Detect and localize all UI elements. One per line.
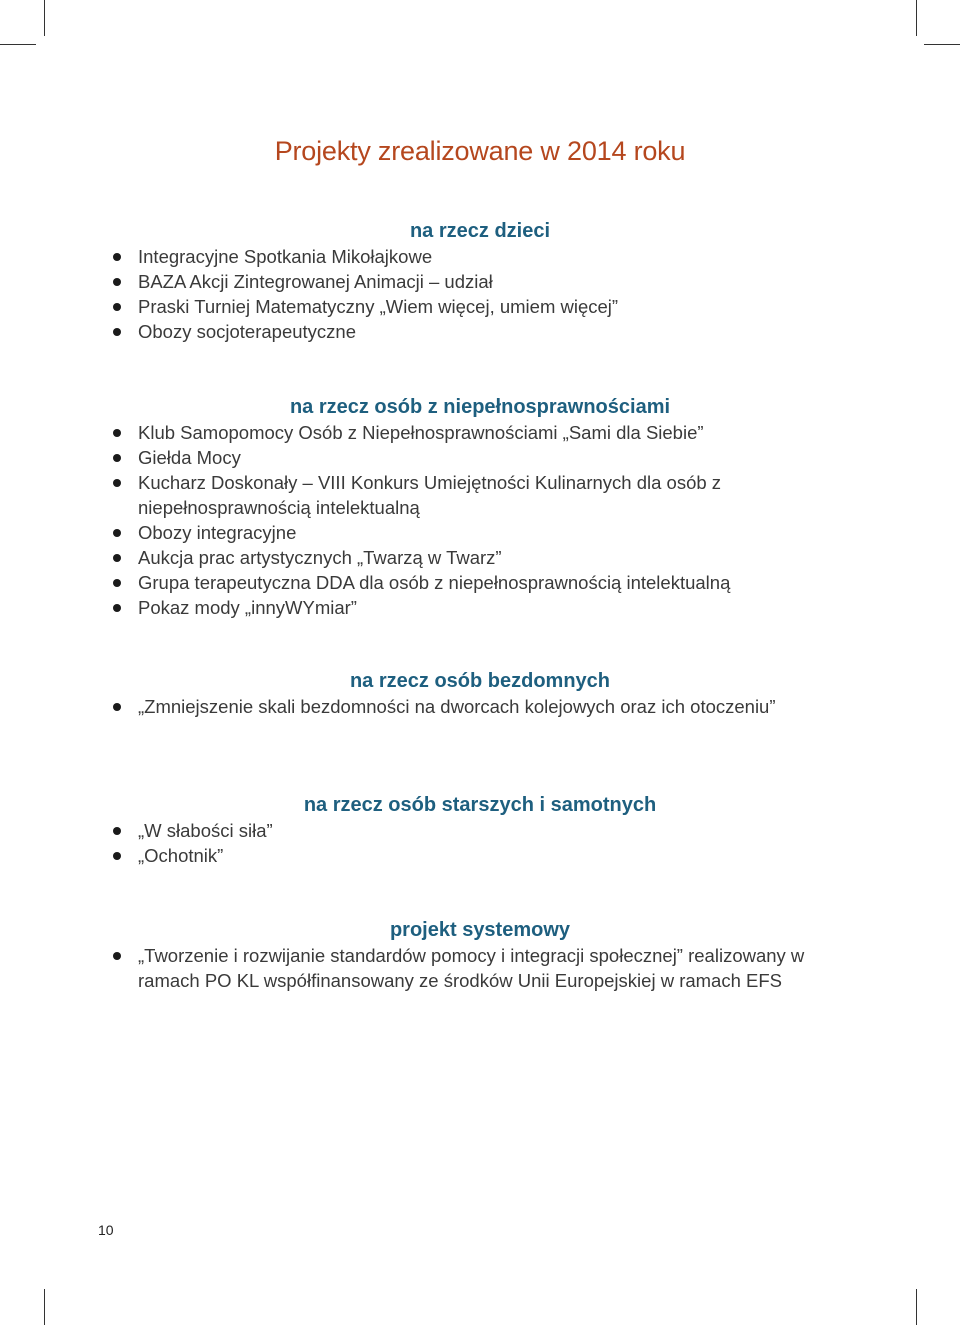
section-children [0,219,960,344]
list-item: Obozy socjoterapeutyczne [0,319,960,344]
crop-mark [44,0,45,36]
list-item: „Ochotnik” [0,843,960,868]
list-item: Praski Turniej Matematyczny „Wiem więcej, umiem więcej” [0,294,960,319]
section-heading: na rzecz osób z niepełnosprawnościami [289,396,671,418]
page-number: 10 [98,1222,114,1238]
crop-mark [916,1289,917,1325]
list-item: Pokaz mody „innyWYmiar” [0,595,960,620]
list-item: Klub Samopomocy Osób z Niepełnosprawnościami „Sami dla Siebie” [0,420,960,445]
crop-mark [916,0,917,36]
item-list [0,694,960,719]
list-item: Aukcja prac artystycznych „Twarzą w Twarz” [0,545,960,570]
page-title: Projekty zrealizowane w 2014 roku [274,136,686,166]
list-item: Giełda Mocy [0,445,960,470]
list-item: Grupa terapeutyczna DDA dla osób z niepełnosprawnością intelektualną [0,570,960,595]
crop-mark [924,44,960,45]
list-item: Obozy integracyjne [0,520,960,545]
list-item: „Tworzenie i rozwijanie standardów pomocy i integracji społecznej” realizowany w ramach PO KL współfinansowany ze środków Unii Europejskiej w ramach EFS [0,943,960,993]
section-heading: projekt systemowy [389,919,571,941]
item-list [0,943,960,993]
crop-mark [0,44,36,45]
section-heading: na rzecz osób bezdomnych [349,670,611,692]
crop-mark [44,1289,45,1325]
list-item: Integracyjne Spotkania Mikołajkowe [0,244,960,269]
list-item: Kucharz Doskonały – VIII Konkurs Umiejętności Kulinarnych dla osób z niepełnosprawnością intelektualną [0,470,960,520]
section-elderly [0,793,960,868]
list-item: BAZA Akcji Zintegrowanej Animacji – udział [0,269,960,294]
section-heading: na rzecz dzieci [409,220,551,242]
section-homeless [0,669,960,719]
section-systemic [0,918,960,993]
item-list [0,244,960,344]
section-heading: na rzecz osób starszych i samotnych [303,794,657,816]
list-item: „W słabości siła” [0,818,960,843]
item-list [0,818,960,868]
item-list [0,420,960,620]
list-item: „Zmniejszenie skali bezdomności na dworcach kolejowych oraz ich otoczeniu” [0,694,960,719]
section-disabilities [0,395,960,620]
